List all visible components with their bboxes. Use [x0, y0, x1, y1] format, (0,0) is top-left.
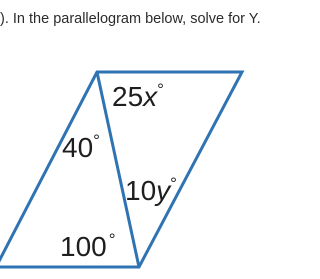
label-left-value: 40: [62, 132, 94, 163]
question-text: ). In the parallelogram below, solve for Y.: [0, 11, 261, 27]
label-top-angle: [112, 80, 164, 112]
label-bottom-value: 100: [60, 231, 107, 262]
label-right-angle: [125, 174, 177, 206]
label-bottom-angle: [60, 230, 116, 262]
label-bottom-deg: °: [108, 230, 116, 249]
label-left-deg: °: [93, 131, 100, 150]
label-top-deg: °: [157, 80, 164, 99]
label-left-angle: [62, 131, 100, 163]
label-right-deg: °: [170, 174, 177, 193]
label-right-coef: 10: [125, 175, 157, 206]
label-top-var: x: [143, 81, 158, 112]
label-top-coef: 25: [112, 81, 144, 112]
label-right-var: y: [156, 175, 171, 206]
